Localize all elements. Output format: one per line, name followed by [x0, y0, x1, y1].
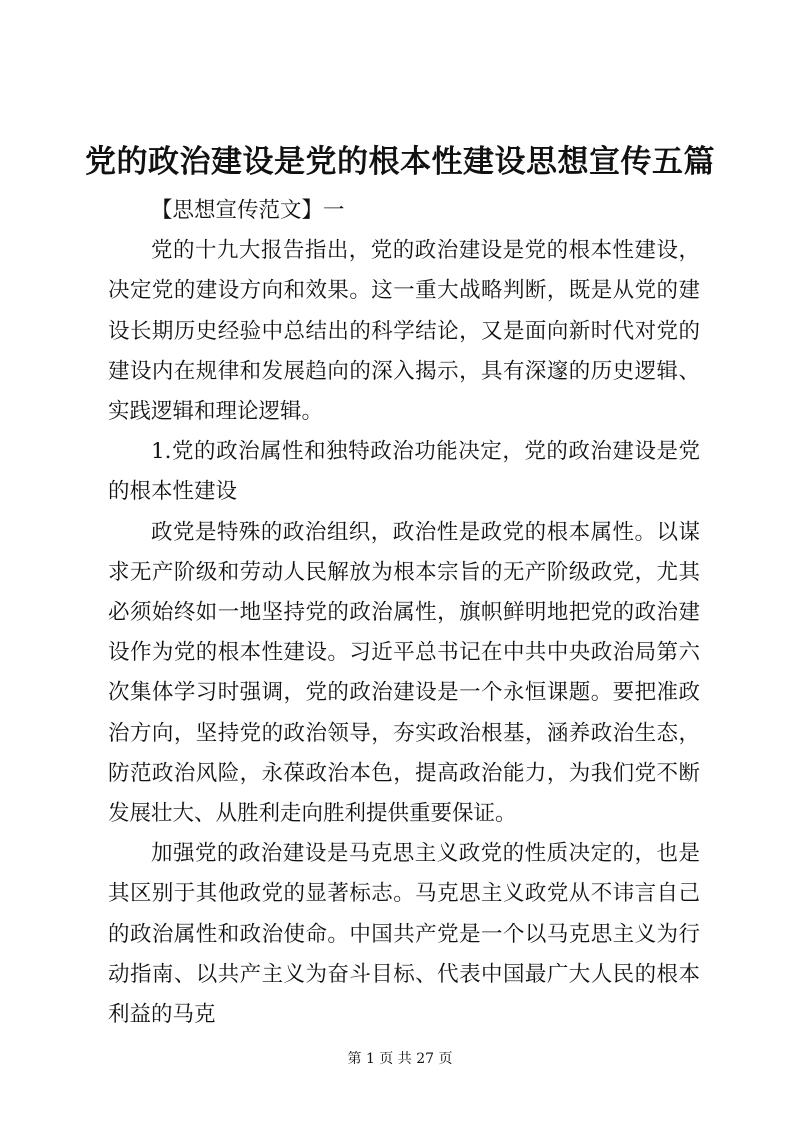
- numbered-heading: 1.党的政治属性和独特政治功能决定，党的政治建设是党的根本性建设: [108, 439, 700, 505]
- paragraph: 党的十九大报告指出，党的政治建设是党的根本性建设，决定党的建设方向和效果。这一重大战略判断，既是从党的建设长期历史经验中总结出的科学结论，又是面向新时代对党的建设内在规律和发展趋向的深入揭示，具有深邃的历史逻辑、实践逻辑和理论逻辑。: [108, 238, 700, 425]
- document-title: 党的政治建设是党的根本性建设思想宣传五篇: [85, 144, 715, 180]
- paragraph: 加强党的政治建设是马克思主义政党的性质决定的，也是其区别于其他政党的显著标志。马克思主义政党从不讳言自己的政治属性和政治使命。中国共产党是一个以马克思主义为行动指南、以共产主义为奋斗目标、代表中国最广大人民的根本利益的马克: [108, 841, 700, 1028]
- section-heading: 【思想宣传范文】一: [151, 198, 345, 223]
- document-body: [108, 191, 700, 1035]
- paragraph: 政党是特殊的政治组织，政治性是政党的根本属性。以谋求无产阶级和劳动人民解放为根本宗旨的无产阶级政党，尤其必须始终如一地坚持党的政治属性，旗帜鲜明地把党的政治建设作为党的根本性建设。习近平总书记在中共中央政治局第六次集体学习时强调，党的政治建设是一个永恒课题。要把准政治方向，坚持党的政治领导，夯实政治根基，涵养政治生态，防范政治风险，永葆政治本色，提高政治能力，为我们党不断发展壮大、从胜利走向胜利提供重要保证。: [108, 519, 700, 827]
- page-footer: 第 1 页 共 27 页: [347, 1051, 453, 1067]
